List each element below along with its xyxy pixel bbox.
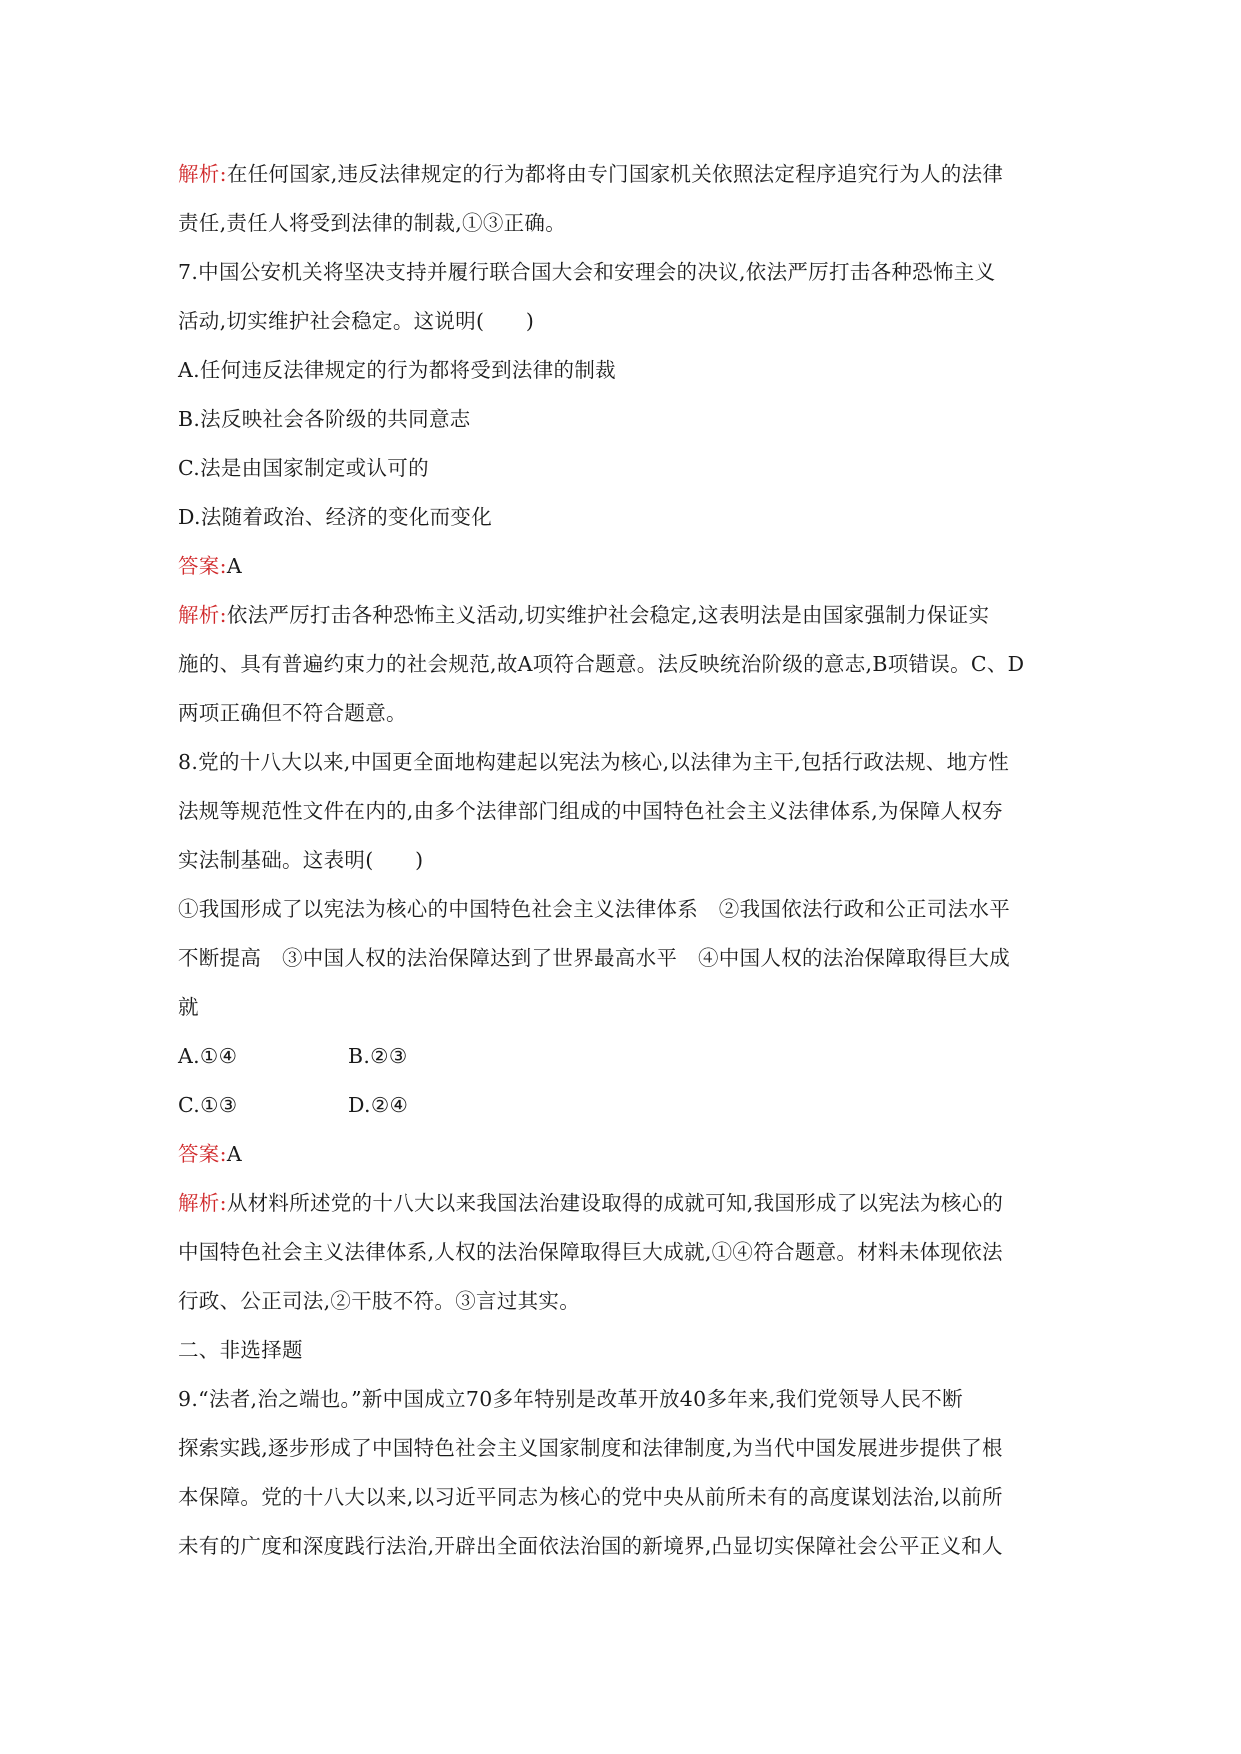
section-title: 二、非选择题 <box>178 1338 303 1362</box>
answer-value: A <box>226 1142 242 1166</box>
q7-answer <box>178 542 1078 591</box>
q8-stem-line-2: 法规等规范性文件在内的,由多个法律部门组成的中国特色社会主义法律体系,为保障人权夯 <box>178 799 1003 823</box>
q8-option-c: C.①③ <box>178 1093 238 1117</box>
answer-label: 答案: <box>178 1142 227 1166</box>
q7-option-c: C.法是由国家制定或认可的 <box>178 456 429 480</box>
q9-stem-line-1: 9.“法者,治之端也。”新中国成立70多年特别是改革开放40多年来,我们党领导人民不断 <box>178 1387 963 1411</box>
q8-stem-line-1: 8.党的十八大以来,中国更全面地构建起以宪法为核心,以法律为主干,包括行政法规、地方性 <box>178 750 1010 774</box>
q8-options-row-1 <box>178 1032 1078 1081</box>
q8-analysis-line-1: 解析:从材料所述党的十八大以来我国法治建设取得的成就可知,我国形成了以宪法为核心的 <box>178 1191 1004 1215</box>
q8-option-d: D.②④ <box>348 1093 409 1117</box>
q8-options-row-2 <box>178 1081 1078 1130</box>
q6-analysis-line-1: 解析:在任何国家,违反法律规定的行为都将由专门国家机关依照法定程序追究行为人的法律 <box>178 162 1004 186</box>
answer-value: A <box>226 554 242 578</box>
q9-stem-line-3: 本保障。党的十八大以来,以习近平同志为核心的党中央从前所未有的高度谋划法治,以前所 <box>178 1485 1003 1509</box>
q9-stem-line-2: 探索实践,逐步形成了中国特色社会主义国家制度和法律制度,为当代中国发展进步提供了根 <box>178 1436 1003 1460</box>
q8-statements-line-1: ①我国形成了以宪法为核心的中国特色社会主义法律体系 ②我国依法行政和公正司法水平 <box>178 897 1010 921</box>
q7-analysis-line-1: 解析:依法严厉打击各种恐怖主义活动,切实维护社会稳定,这表明法是由国家强制力保证实 <box>178 603 990 627</box>
q8-option-b: B.②③ <box>348 1044 408 1068</box>
q7-analysis-line-2: 施的、具有普遍约束力的社会规范,故A项符合题意。法反映统治阶级的意志,B项错误。C、D <box>178 652 1025 676</box>
q7-stem-line-1: 7.中国公安机关将坚决支持并履行联合国大会和安理会的决议,依法严厉打击各种恐怖主义 <box>178 260 996 284</box>
q7-option-b: B.法反映社会各阶级的共同意志 <box>178 407 471 431</box>
q8-statements-line-2: 不断提高 ③中国人权的法治保障达到了世界最高水平 ④中国人权的法治保障取得巨大成 <box>178 946 1010 970</box>
q8-stem-line-3: 实法制基础。这表明( ) <box>178 848 424 872</box>
q7-stem-line-2: 活动,切实维护社会稳定。这说明( ) <box>178 309 535 333</box>
q7-option-d: D.法随着政治、经济的变化而变化 <box>178 505 493 529</box>
analysis-label: 解析: <box>178 1191 227 1215</box>
q7-analysis-line-3: 两项正确但不符合题意。 <box>178 701 407 725</box>
q9-stem-line-4: 未有的广度和深度践行法治,开辟出全面依法治国的新境界,凸显切实保障社会公平正义和人 <box>178 1534 1003 1558</box>
analysis-label: 解析: <box>178 603 227 627</box>
answer-label: 答案: <box>178 554 227 578</box>
q8-statements-line-3: 就 <box>178 995 199 1019</box>
q7-option-a: A.任何违反法律规定的行为都将受到法律的制裁 <box>178 358 616 382</box>
document-page <box>178 150 1078 1571</box>
q6-analysis-line-2: 责任,责任人将受到法律的制裁,①③正确。 <box>178 211 567 235</box>
q8-answer <box>178 1130 1078 1179</box>
q8-analysis-line-2: 中国特色社会主义法律体系,人权的法治保障取得巨大成就,①④符合题意。材料未体现依法 <box>178 1240 1003 1264</box>
q8-option-a: A.①④ <box>178 1044 238 1068</box>
analysis-label: 解析: <box>178 162 227 186</box>
q8-analysis-line-3: 行政、公正司法,②干肢不符。③言过其实。 <box>178 1289 581 1313</box>
